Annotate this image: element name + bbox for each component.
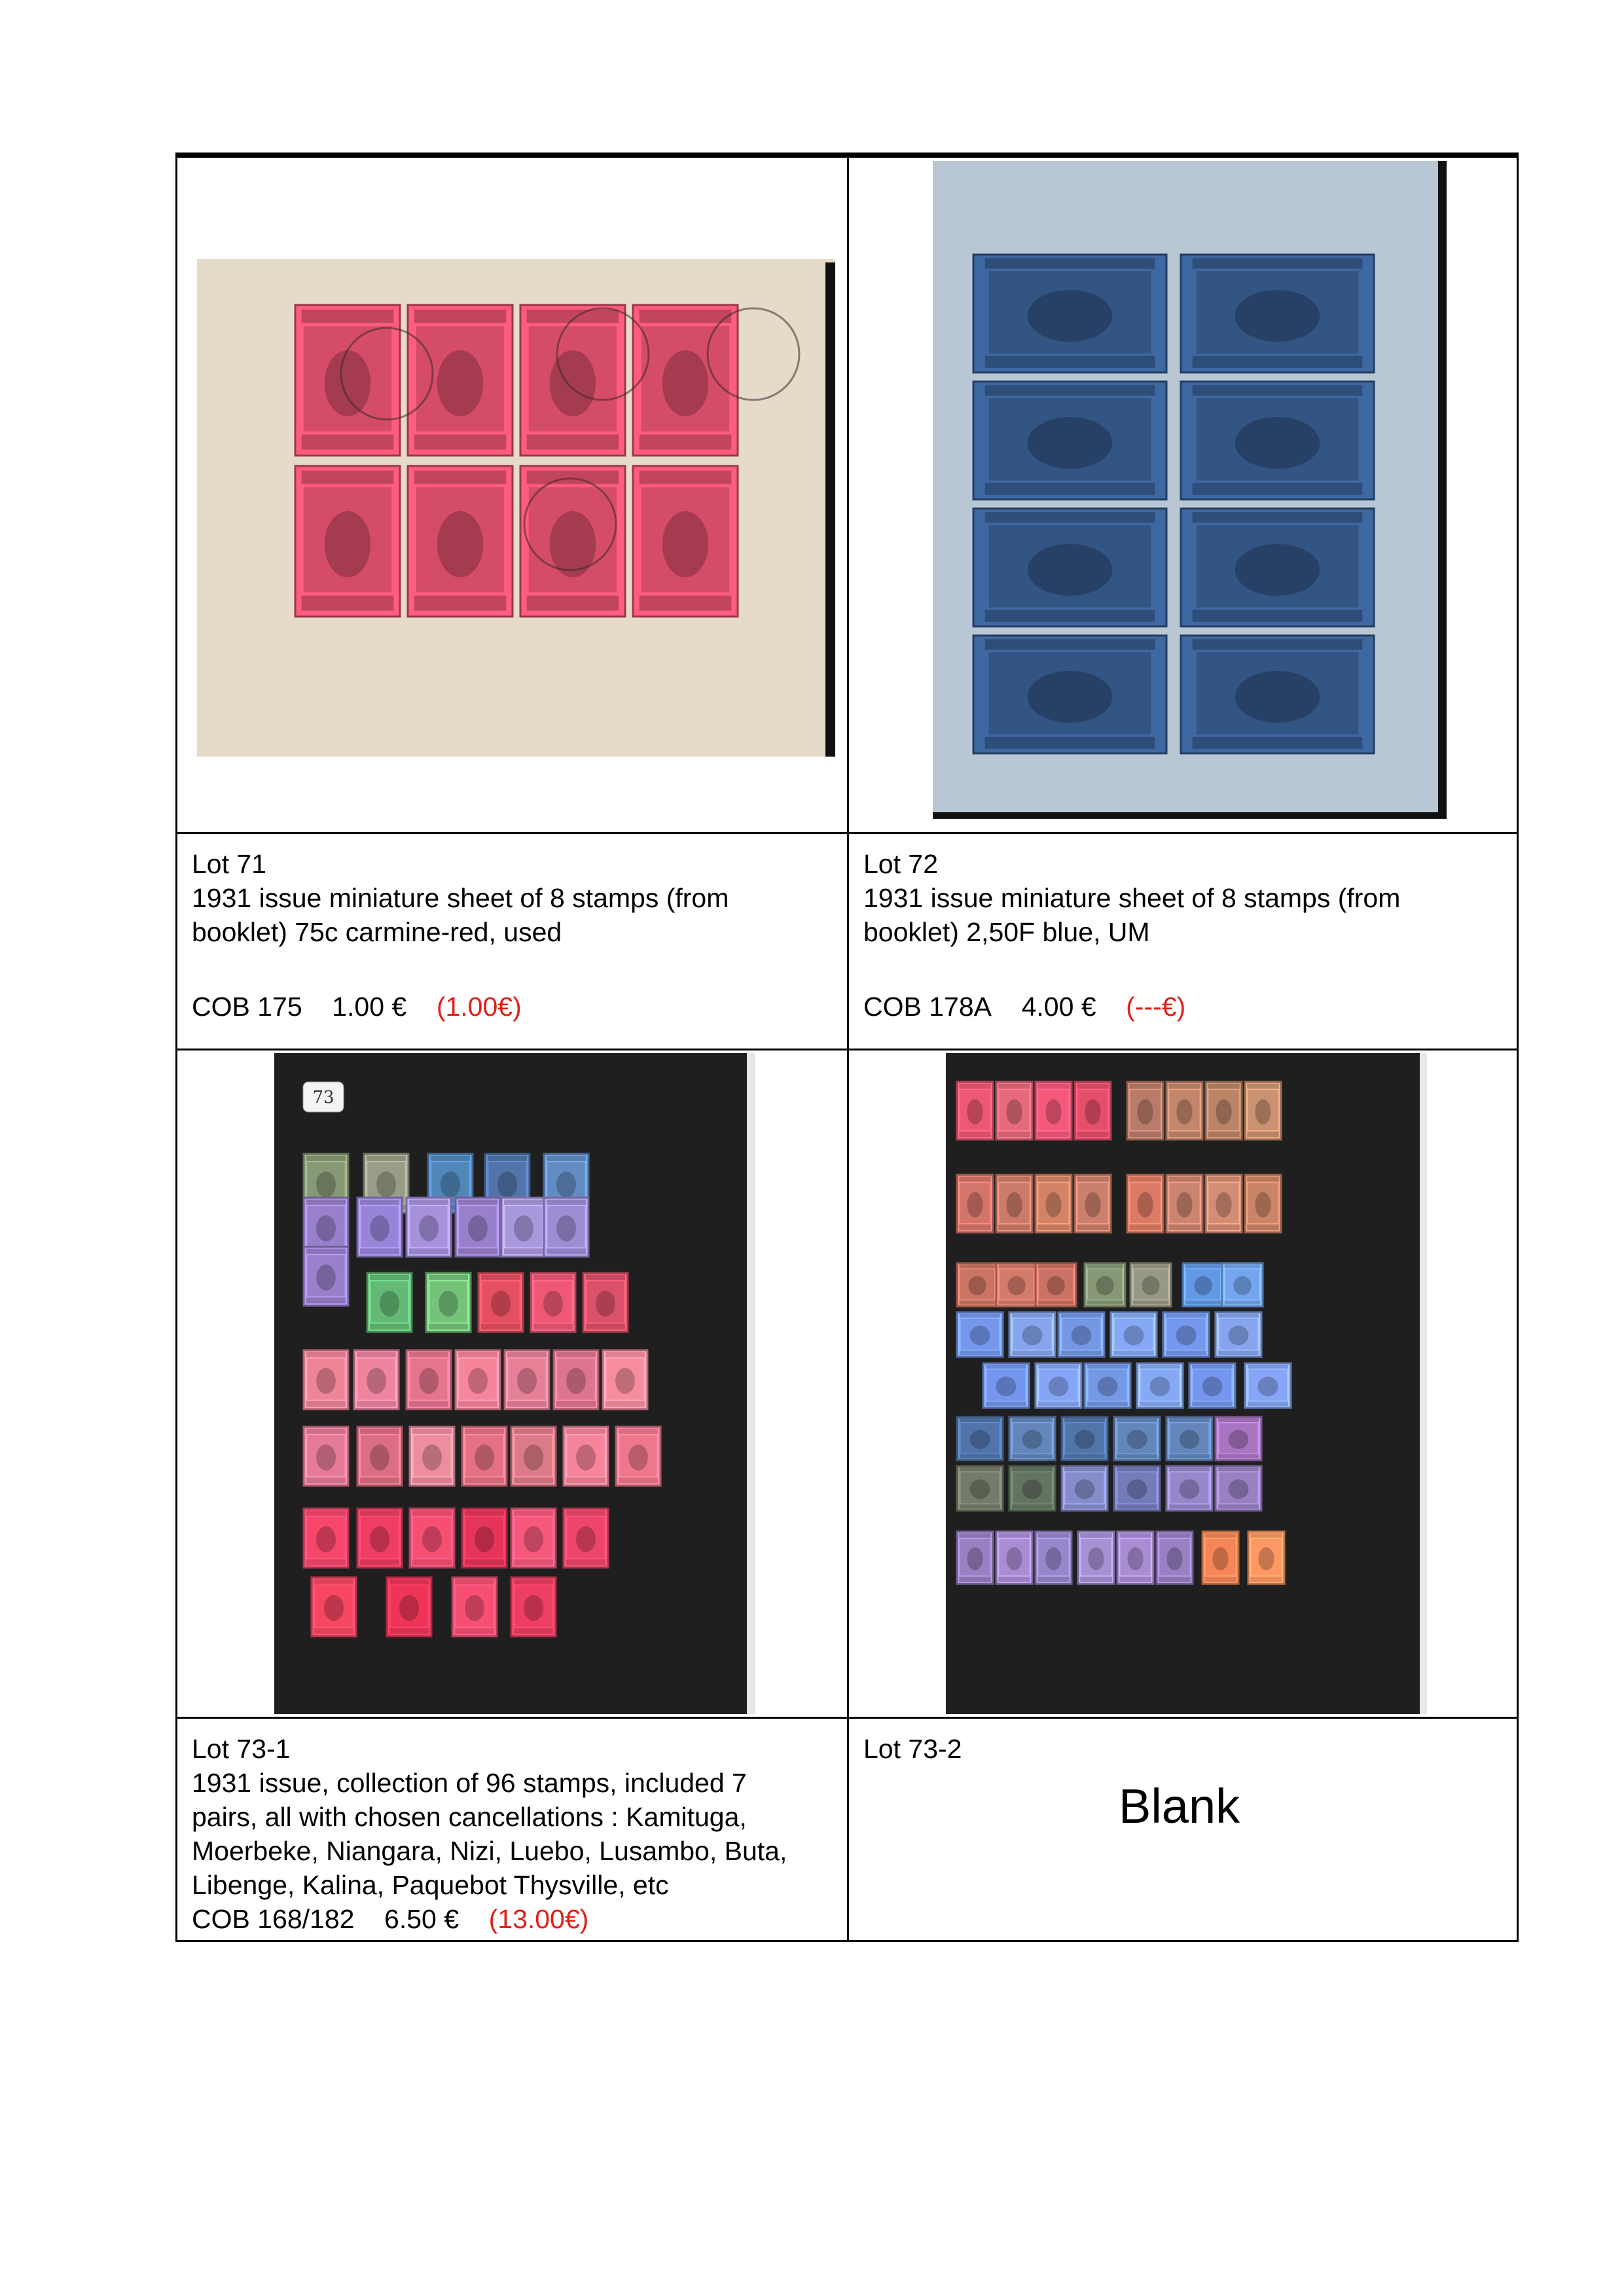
lot-73-2-text-cell: [847, 1717, 1519, 1942]
stamp: [1036, 1363, 1081, 1408]
stamp: [973, 509, 1166, 626]
stamp: [633, 305, 738, 456]
stamp: [973, 382, 1166, 499]
lot-71-description-line-2: booklet) 75c carmine-red, used: [192, 917, 562, 947]
stamp: [1075, 1175, 1111, 1232]
stamp: [1163, 1312, 1209, 1357]
lot-73-1-tag-label: 73: [312, 1088, 334, 1107]
stamp: [1166, 1466, 1212, 1511]
stamp: [1166, 1175, 1202, 1232]
lot-73-1-description-line-4: Libenge, Kalina, Paquebot Thysville, etc: [192, 1870, 669, 1900]
stamp: [1036, 1082, 1072, 1139]
stamp: [996, 1263, 1037, 1306]
lot-71-image-cell: [175, 156, 849, 834]
stamp: [1206, 1082, 1242, 1139]
stamp: [996, 1082, 1032, 1139]
stamp: [1216, 1466, 1261, 1511]
stamp: [1075, 1082, 1111, 1139]
stamp: [1245, 1175, 1281, 1232]
stamp: [1062, 1417, 1108, 1460]
stamp: [957, 1175, 993, 1232]
stamp: [452, 1577, 497, 1636]
lot-71-previous-price: (1.00€): [436, 992, 522, 1022]
stamp: [1137, 1363, 1183, 1408]
stamp: [554, 1350, 598, 1409]
lot-72-price-line: [863, 990, 1185, 1024]
stamp: [408, 466, 513, 617]
lot-73-2-image-cell: [847, 1049, 1519, 1719]
stamp: [304, 1350, 348, 1409]
stamp: [1166, 1082, 1202, 1139]
stamp: [531, 1273, 575, 1332]
lot-72-image-cell: [847, 156, 1519, 834]
stamp: [304, 1247, 348, 1306]
lot-73-2-blank-label: Blank: [1119, 1779, 1240, 1833]
stamp: [1114, 1466, 1160, 1511]
stamp: [406, 1198, 451, 1257]
stamp: [1157, 1532, 1193, 1584]
stamp: [1036, 1532, 1072, 1584]
lot-71-sheet-image: [177, 158, 847, 832]
stamp: [1078, 1532, 1114, 1584]
lot-73-1-price: 6.50 €: [384, 1904, 460, 1934]
lot-73-1-stockcard-image: [177, 1050, 847, 1717]
lot-72-price: 4.00 €: [1021, 992, 1096, 1022]
lot-72-previous-price: (---€): [1126, 992, 1186, 1022]
stamp: [544, 1198, 588, 1257]
lot-73-1-image-cell: [175, 1049, 849, 1719]
lot-72-text-cell: [847, 832, 1519, 1050]
stamp: [1245, 1082, 1281, 1139]
lot-73-1-description-line-1: 1931 issue, collection of 96 stamps, included 7: [192, 1768, 747, 1798]
stamp: [1189, 1363, 1235, 1408]
lot-73-1-price-line: [192, 1902, 833, 1936]
stamp: [1009, 1417, 1055, 1460]
stamp: [1245, 1363, 1291, 1408]
stamp: [304, 1427, 348, 1486]
stamp: [456, 1198, 500, 1257]
stamp: [426, 1273, 471, 1332]
stamp: [1127, 1082, 1163, 1139]
stamp: [511, 1509, 556, 1568]
stamp: [1183, 1263, 1223, 1306]
stamp: [1130, 1263, 1171, 1306]
stamp: [957, 1417, 1003, 1460]
stamp: [1062, 1466, 1108, 1511]
stamp: [501, 1198, 546, 1257]
stamp: [973, 255, 1166, 372]
stamp: [1085, 1263, 1125, 1306]
stamp: [957, 1466, 1003, 1511]
stamp: [996, 1175, 1032, 1232]
stamp: [583, 1273, 628, 1332]
stamp: [957, 1263, 998, 1306]
stamp: [1036, 1175, 1072, 1232]
lot-73-1-text-cell: [175, 1717, 849, 1942]
stamp: [520, 466, 625, 617]
stamp: [1009, 1466, 1055, 1511]
lot-71-description-line-1: 1931 issue miniature sheet of 8 stamps (from: [192, 883, 729, 913]
stamp: [616, 1427, 660, 1486]
stamp: [1166, 1417, 1212, 1460]
lot-73-2-stockcard-image: [849, 1050, 1517, 1717]
stamp: [312, 1577, 356, 1636]
stamp: [1111, 1312, 1157, 1357]
lot-72-catalog: COB 178A: [863, 992, 992, 1022]
lot-73-1-previous-price: (13.00€): [488, 1904, 589, 1934]
stamp: [478, 1273, 523, 1332]
stamp: [564, 1427, 608, 1486]
lot-71-label: Lot 71: [192, 849, 266, 879]
lot-72-description-line-2: booklet) 2,50F blue, UM: [863, 917, 1150, 947]
lot-73-2-label: Lot 73-2: [863, 1734, 962, 1764]
lot-71-price: 1.00 €: [332, 992, 407, 1022]
stamp: [1181, 382, 1374, 499]
lot-71-catalog: COB 175: [192, 992, 302, 1022]
stamp: [357, 1509, 402, 1568]
stamp: [456, 1350, 500, 1409]
stamp: [295, 466, 400, 617]
stamp: [387, 1577, 431, 1636]
lot-71-text-cell: [175, 832, 849, 1050]
stamp: [511, 1577, 556, 1636]
stamp: [1181, 636, 1374, 753]
stamp: [408, 305, 513, 456]
stamp: [1222, 1263, 1263, 1306]
lot-72-label: Lot 72: [863, 849, 938, 879]
stamp: [357, 1427, 402, 1486]
lot-72-sheet-image: [849, 158, 1517, 832]
lot-73-1-catalog: COB 168/182: [192, 1904, 355, 1934]
stamp: [410, 1509, 454, 1568]
stamp: [367, 1273, 412, 1332]
stamp: [1216, 1312, 1261, 1357]
stamp: [1058, 1312, 1104, 1357]
stamp: [957, 1312, 1003, 1357]
stamp: [357, 1198, 402, 1257]
stamp: [603, 1350, 647, 1409]
stamp: [996, 1532, 1032, 1584]
stamp: [1202, 1532, 1238, 1584]
stamp: [1216, 1417, 1261, 1460]
stamp: [1248, 1532, 1284, 1584]
lot-73-1-label: Lot 73-1: [192, 1734, 291, 1764]
stamp: [354, 1350, 399, 1409]
stamp: [1117, 1532, 1153, 1584]
stamp: [957, 1532, 993, 1584]
stamp: [983, 1363, 1029, 1408]
stamp: [633, 466, 738, 617]
stamp: [520, 305, 625, 456]
stamp: [1009, 1312, 1055, 1357]
stamp: [1114, 1417, 1160, 1460]
lot-73-1-description-line-2: pairs, all with chosen cancellations : Kamituga,: [192, 1802, 747, 1832]
stamp: [511, 1427, 556, 1486]
stamp: [957, 1082, 993, 1139]
stamp: [1036, 1263, 1076, 1306]
stamp: [1181, 255, 1374, 372]
lot-73-1-description-line-3: Moerbeke, Niangara, Nizi, Luebo, Lusambo, Buta,: [192, 1836, 787, 1866]
stamp: [462, 1509, 507, 1568]
stamp: [973, 636, 1166, 753]
stamp: [505, 1350, 549, 1409]
stamp: [1127, 1175, 1163, 1232]
stamp: [564, 1509, 608, 1568]
lot-71-price-line: [192, 990, 522, 1024]
stamp: [1085, 1363, 1130, 1408]
stamp: [462, 1427, 507, 1486]
lot-72-description-line-1: 1931 issue miniature sheet of 8 stamps (from: [863, 883, 1401, 913]
stamp: [304, 1509, 348, 1568]
stamp: [410, 1427, 454, 1486]
stamp: [1206, 1175, 1242, 1232]
stamp: [406, 1350, 451, 1409]
stamp: [1181, 509, 1374, 626]
